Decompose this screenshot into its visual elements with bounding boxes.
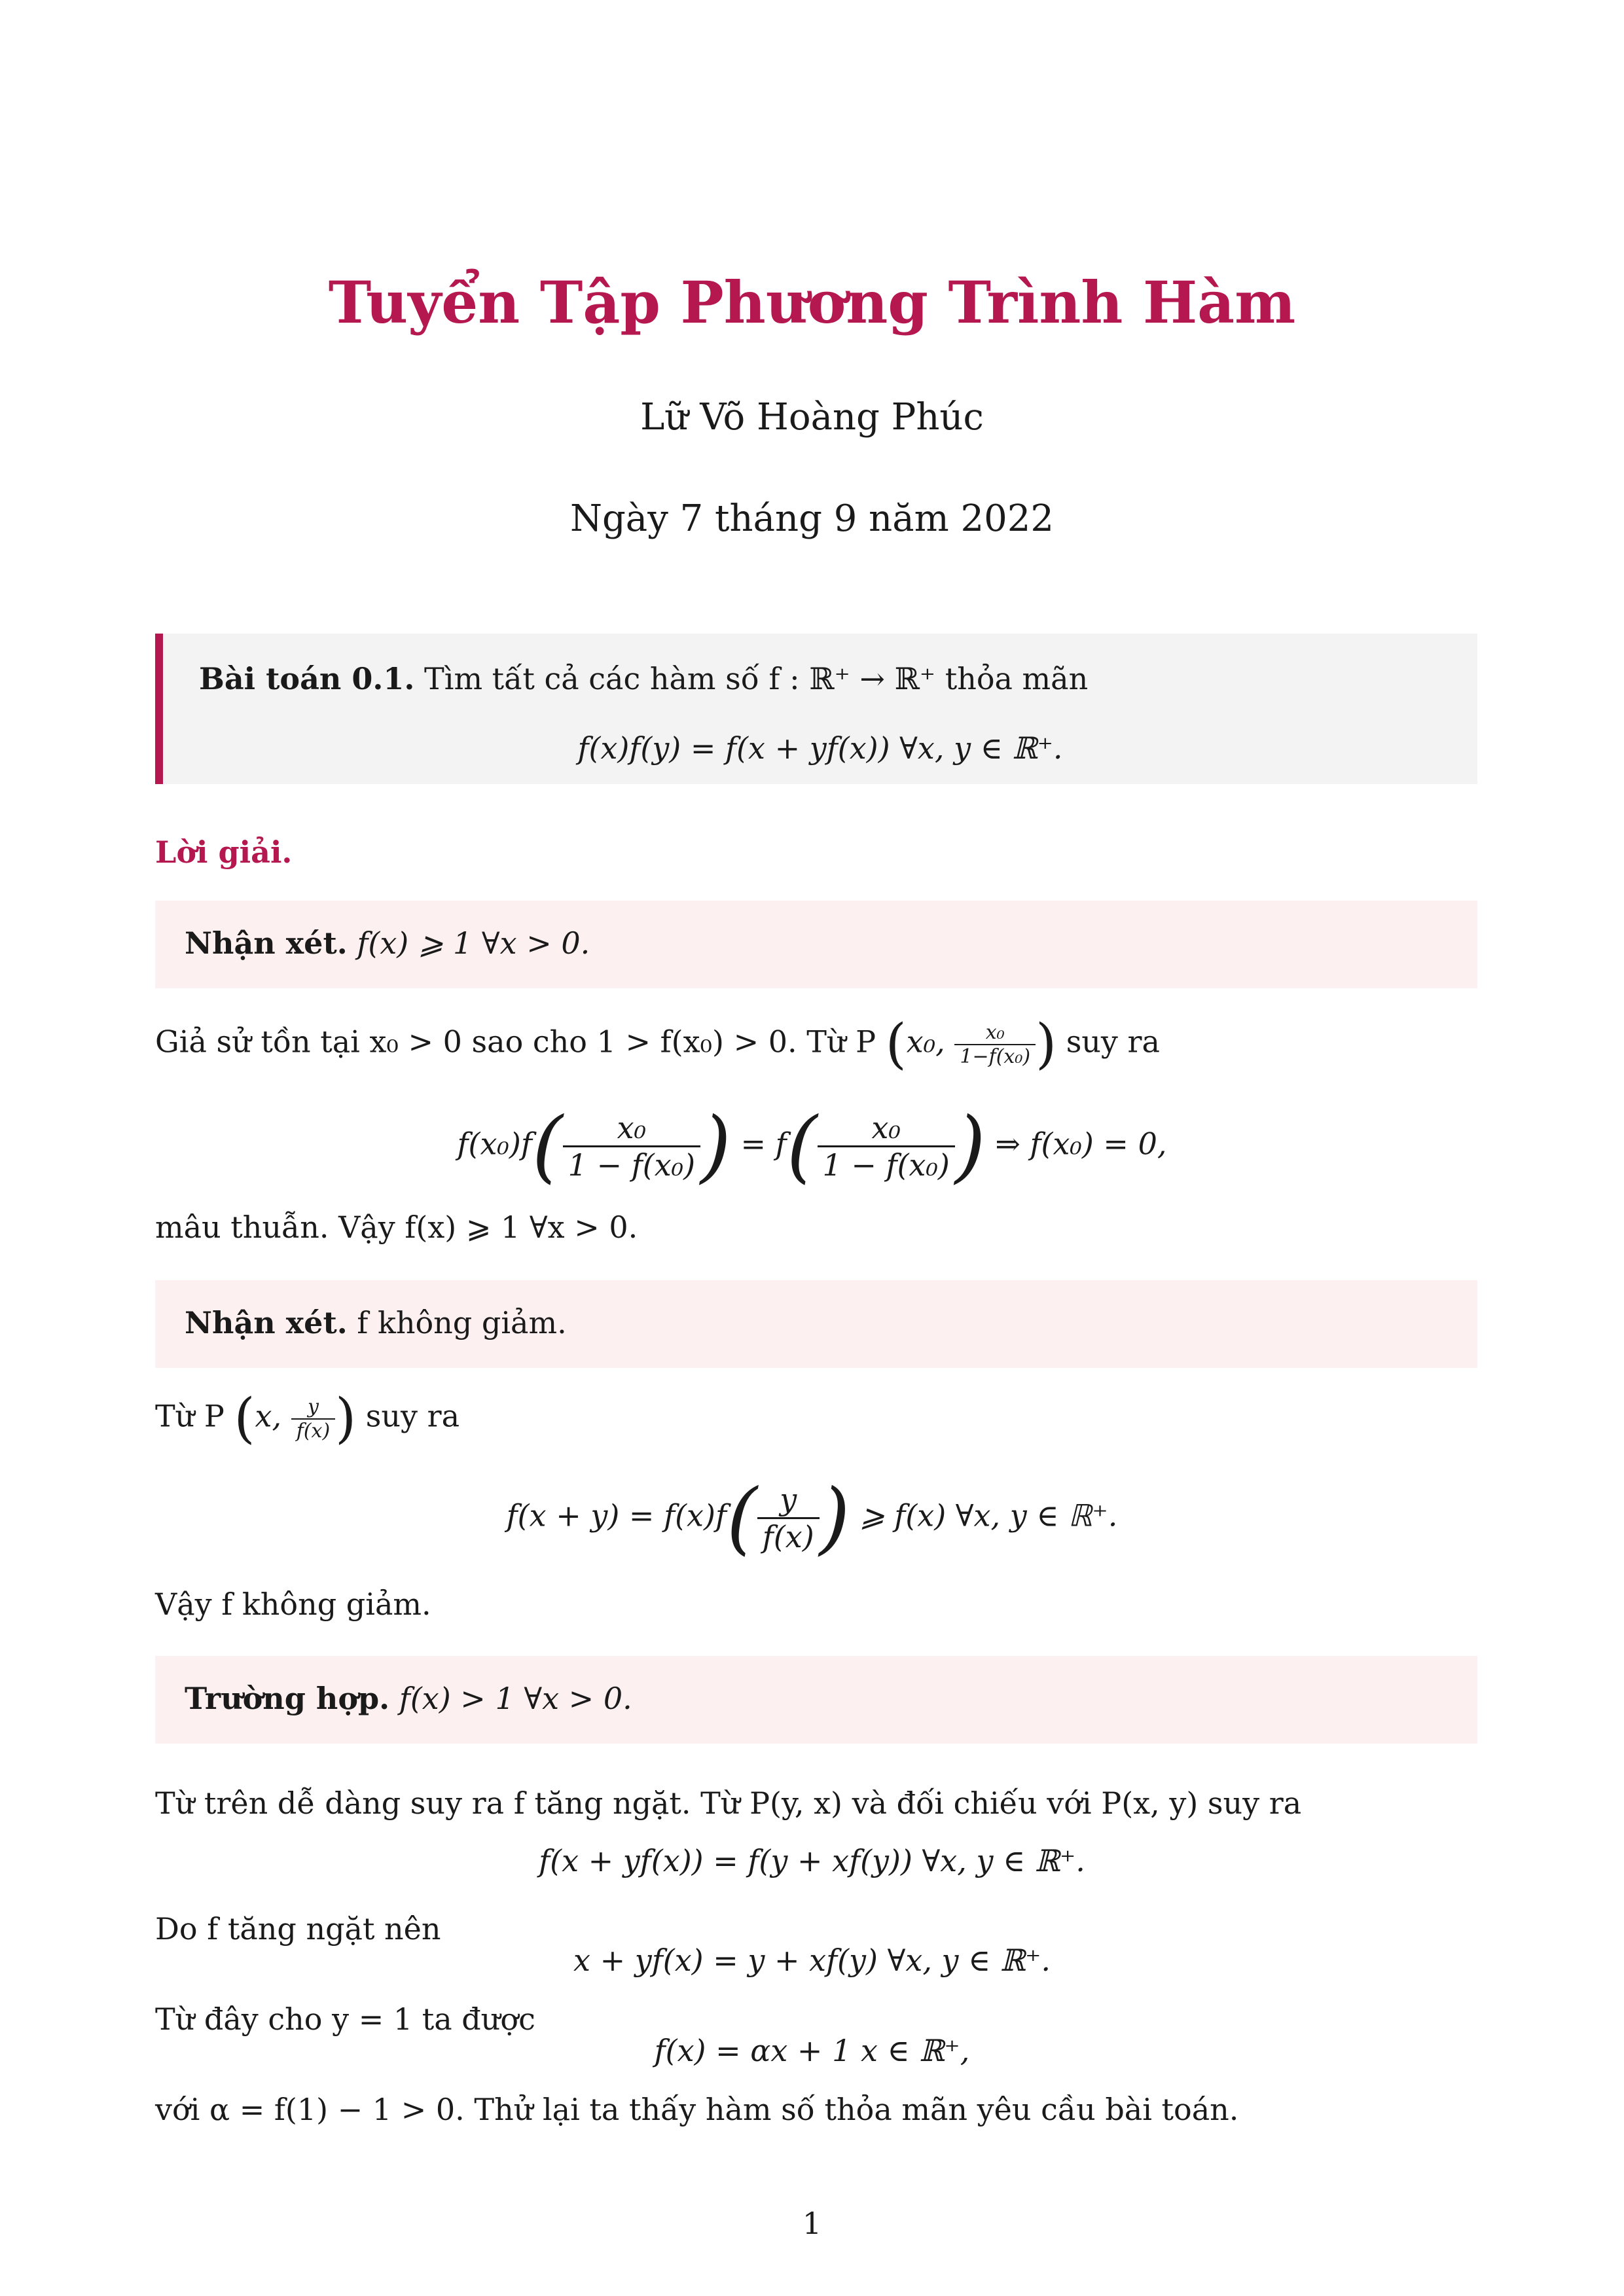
case-1-text: f(x) > 1 ∀x > 0.	[399, 1681, 632, 1716]
equation-2-rhs: ⩾ f(x) ∀x, y ∈ ℝ⁺.	[859, 1498, 1118, 1534]
paragraph-2-post: suy ra	[365, 1398, 460, 1434]
inline-fraction-1	[954, 1021, 1036, 1068]
paragraph-6: với α = f(1) − 1 > 0. Thử lại ta thấy hàm số thỏa mãn yêu cầu bài toán.	[155, 2092, 1239, 2127]
remark-2	[185, 1305, 567, 1340]
problem-text: Tìm tất cả các hàm số f : ℝ⁺ → ℝ⁺ thỏa mãn	[424, 661, 1089, 696]
fraction-numerator: y	[291, 1395, 335, 1420]
arg-x: x,	[255, 1398, 282, 1434]
fraction-denominator: 1 − f(x₀)	[822, 1147, 950, 1183]
fraction-numerator: y	[757, 1482, 820, 1519]
case-1	[185, 1681, 632, 1716]
equation-1-lhs: f(x₀)f	[457, 1126, 532, 1162]
paragraph-2	[155, 1388, 460, 1450]
paragraph-3: Từ trên dễ dàng suy ra f tăng ngặt. Từ P(y, x) và đối chiếu với P(x, y) suy ra	[155, 1785, 1302, 1821]
equation-1-mid: = f	[740, 1126, 787, 1162]
equation-3: f(x + yf(x)) = f(y + xf(y)) ∀x, y ∈ ℝ⁺.	[539, 1843, 1085, 1878]
paragraph-1	[155, 1013, 1160, 1075]
remark-box-1	[155, 901, 1477, 988]
remark-2-text: f không giảm.	[357, 1305, 567, 1340]
problem-equation: f(x)f(y) = f(x + yf(x)) ∀x, y ∈ ℝ⁺.	[577, 730, 1063, 766]
problem-label: Bài toán 0.1.	[199, 661, 415, 696]
paragraph-4: Do f tăng ngặt nên	[155, 1911, 441, 1946]
remark-2-label: Nhận xét.	[185, 1305, 348, 1340]
paren-open: (	[234, 1388, 255, 1450]
paren-close: )	[819, 1473, 850, 1564]
fraction-numerator: x₀	[818, 1110, 955, 1147]
paren-open: (	[726, 1473, 757, 1564]
equation-5: f(x) = αx + 1 x ∈ ℝ⁺,	[654, 2033, 970, 2068]
paragraph-1-end: mâu thuẫn. Vậy f(x) ⩾ 1 ∀x > 0.	[155, 1210, 638, 1245]
equation-2	[0, 1473, 1624, 1564]
paren-close: )	[335, 1388, 357, 1450]
paragraph-2-pre: Từ P	[155, 1398, 225, 1434]
case-1-label: Trường hợp.	[185, 1681, 390, 1716]
equation-2-lhs: f(x + y) = f(x)f	[506, 1498, 727, 1534]
paren-open: (	[532, 1101, 563, 1192]
equation-1-rhs: ⇒ f(x₀) = 0,	[995, 1126, 1167, 1162]
fraction-numerator: x₀	[563, 1110, 700, 1147]
remark-box-2	[155, 1280, 1477, 1368]
paren-close: )	[954, 1101, 986, 1192]
paren-close: )	[700, 1101, 731, 1192]
paragraph-5: Từ đây cho y = 1 ta được	[155, 2001, 535, 2037]
equation-4: x + yf(x) = y + xf(y) ∀x, y ∈ ℝ⁺.	[573, 1943, 1051, 1978]
paragraph-1-pre: Giả sử tồn tại x₀ > 0 sao cho 1 > f(x₀) > 0. Từ P	[155, 1024, 876, 1060]
paragraph-2-end: Vậy f không giảm.	[155, 1587, 431, 1622]
fraction-denominator: 1−f(x₀)	[960, 1045, 1031, 1068]
solution-heading: Lời giải.	[155, 834, 293, 870]
fraction-denominator: f(x)	[296, 1419, 331, 1443]
remark-1	[185, 925, 590, 961]
paragraph-1-post: suy ra	[1066, 1024, 1160, 1060]
page-number: 1	[802, 2206, 822, 2241]
equation-1	[0, 1101, 1624, 1192]
paren-open: (	[885, 1013, 907, 1075]
author-name: Lữ Võ Hoàng Phúc	[640, 396, 984, 439]
problem-statement	[199, 661, 1088, 696]
equation-1-fraction-b	[818, 1110, 955, 1183]
fraction-denominator: 1 − f(x₀)	[568, 1147, 696, 1183]
paren-open: (	[786, 1101, 818, 1192]
document-date: Ngày 7 tháng 9 năm 2022	[569, 497, 1055, 540]
case-box-1	[155, 1656, 1477, 1744]
remark-1-label: Nhận xét.	[185, 925, 348, 961]
remark-1-text: f(x) ⩾ 1 ∀x > 0.	[357, 925, 590, 961]
paren-close: )	[1036, 1013, 1057, 1075]
problem-box	[155, 634, 1477, 784]
equation-2-fraction	[757, 1482, 820, 1554]
fraction-denominator: f(x)	[762, 1519, 814, 1554]
equation-1-fraction-a	[563, 1110, 700, 1183]
fraction-numerator: x₀	[954, 1021, 1036, 1045]
inline-fraction-2	[291, 1395, 335, 1443]
document-title: Tuyển Tập Phương Trình Hàm	[328, 268, 1296, 336]
arg-x0: x₀,	[906, 1024, 945, 1060]
